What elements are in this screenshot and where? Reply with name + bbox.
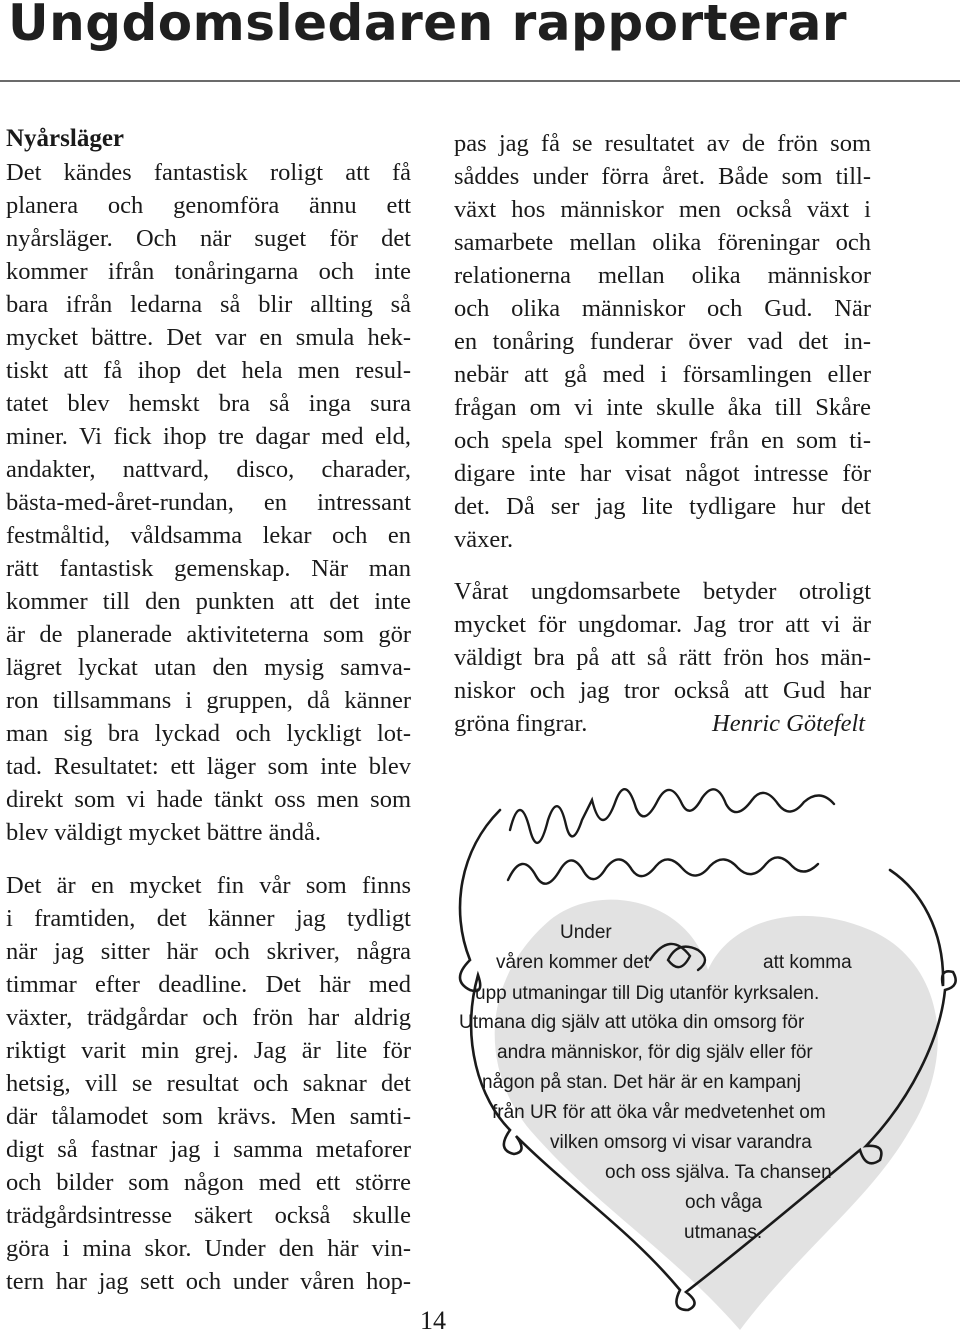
text-line: och olika människor och Gud. När [454,295,871,322]
text-line: samarbete mellan olika föreningar och [454,229,871,256]
text-line: digt så fastnar jag i samma metaforer [6,1136,411,1163]
text-line: och bilder som någon med ett större [6,1169,411,1196]
text-line: mycket för ungdomar. Jag tror att vi är [454,611,871,638]
text-line: gröna fingrar. [454,710,588,737]
text-line: växter, trädgårdar och frön har aldrig [6,1004,411,1031]
promo-line: från UR för att öka vår medvetenhet om [492,1102,826,1123]
text-line: mycket bättre. Det var en smula hek- [6,324,411,351]
text-line: riktigt varit min grej. Jag är lite för [6,1037,411,1064]
text-line: frågan om vi inte skulle åka till Skåre [454,394,871,421]
promo-line: Under [560,922,612,943]
handwriting-scribble-bottom [508,857,818,883]
text-line: direkt som vi hade tänkt oss men som [6,786,411,813]
text-line: andakter, nattvard, disco, charader, [6,456,411,483]
text-line: växer. [454,526,514,553]
text-line: digare inte har visat något intresse för [454,460,871,487]
text-line: hetsig, vill se resultat och saknar det [6,1070,411,1097]
text-line: relationerna mellan olika människor [454,262,871,289]
page-title: Ungdomsledaren rapporterar [8,0,848,52]
text-line: rätt fantastisk gemenskap. När man [6,555,411,582]
handwriting-scribble-top [510,789,834,843]
page-number: 14 [420,1306,446,1335]
text-line: Det är en mycket fin vår som finns [6,872,411,899]
promo-line: att komma [763,952,852,973]
text-line: planera och genomföra ännu ett [6,192,411,219]
text-line: trädgårdsintresse säkert också skulle [6,1202,411,1229]
title-divider [0,80,960,82]
text-line: väldigt bra på att så rätt frön hos män- [454,644,871,671]
text-line: bara ifrån ledarna så blir allting så [6,291,411,318]
author-signature: Henric Götefelt [712,710,866,737]
promo-line: någon på stan. Det här är en kampanj [482,1072,801,1093]
text-line: tad. Resultatet: ett läger som inte blev [6,753,411,780]
text-line: kommer till den punkten att det inte [6,588,411,615]
text-line: pas jag få se resultatet av de frön som [454,130,871,157]
text-line: där tålamodet som krävs. Men samti- [6,1103,411,1130]
text-line: göra i mina skor. Under den här vin- [6,1235,411,1262]
promo-line: och oss själva. Ta chansen [605,1162,832,1183]
text-line: festmåltid, våldsamma lekar och en [6,522,411,549]
promo-line: och våga [685,1192,763,1213]
text-line: blev väldigt mycket bättre ändå. [6,819,321,846]
text-line: Vårat ungdomsarbete betyder otroligt [454,578,871,605]
text-line: timmar efter deadline. Det här med [6,971,411,998]
promo-line: andra människor, för dig själv eller för [497,1042,813,1063]
text-line: tiskt att få ihop det hela men resul- [6,357,411,384]
text-line: nyårsläger. Och när suget för det [6,225,411,252]
text-line: det. Då ser jag lite tydligare hur det [454,493,871,520]
section-heading: Nyårsläger [6,125,125,152]
text-line: man sig bra lyckad och lyckligt lot- [6,720,411,747]
text-line: en tonåring funderar över vad det in- [454,328,871,355]
promo-line: vilken omsorg vi visar varandra [550,1132,812,1153]
text-line: tern har jag sett och under våren hop- [6,1268,411,1295]
promo-line: våren kommer det [496,952,650,973]
promo-line: Utmana dig själv att utöka din omsorg för [459,1012,805,1033]
text-line: är de planerade aktiviteterna som gör [6,621,411,648]
text-line: när jag sitter här och skriver, några [6,938,411,965]
text-line: ron tillsammans i gruppen, då känner [6,687,411,714]
text-line: kommer ifrån tonåringarna och inte [6,258,411,285]
text-line: och spela spel kommer från en som ti- [454,427,871,454]
promo-line: upp utmaningar till Dig utanför kyrksalen. [475,983,820,1004]
text-line: miner. Vi fick ihop tre dagar med eld, [6,423,411,450]
text-line: såddes under förra året. Både som till- [454,163,871,190]
text-line: bästa-med-året-rundan, en intressant [6,489,411,516]
text-line: tatet blev hemskt bra så inga sura [6,390,411,417]
text-line: niskor och jag tror också att Gud har [454,677,871,704]
text-line: lägret lyckat utan den mysig samva- [6,654,411,681]
promo-line: utmanas. [684,1222,763,1243]
text-line: Det kändes fantastisk roligt att få [6,159,411,186]
text-line: växt hos människor men också växt i [454,196,871,223]
text-line: nebär att gå med i församlingen eller [454,361,871,388]
text-line: i framtiden, det känner jag tydligt [6,905,411,932]
